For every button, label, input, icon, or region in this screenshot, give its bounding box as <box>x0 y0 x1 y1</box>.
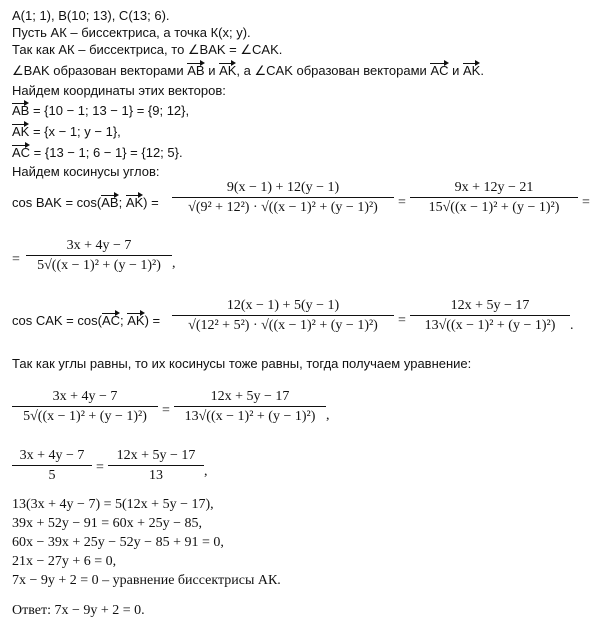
vector-ak: AK <box>125 195 144 210</box>
text: , а ∠CAK образован векторами <box>236 63 431 78</box>
equals-sign: = <box>398 195 406 210</box>
cos-cak-fraction-1 <box>172 298 394 334</box>
cos-cak-fraction-2 <box>410 298 570 334</box>
text: ; <box>120 313 128 328</box>
numerator: 12(x − 1) + 5(y − 1) <box>226 298 340 313</box>
vector-ac-line <box>12 145 183 161</box>
text: . <box>480 63 484 78</box>
cos-bak-fraction-2 <box>410 180 578 216</box>
denominator: 13√((x − 1)² + (y − 1)²) <box>174 406 326 425</box>
numerator: 12x + 5y − 17 <box>116 448 196 463</box>
numerator: 9(x − 1) + 12(y − 1) <box>226 180 340 195</box>
text: = {x − 1; y − 1}, <box>29 124 121 139</box>
find-coordinates-line: Найдем координаты этих векторов: <box>12 83 226 98</box>
step-1: 13(3x + 4y − 7) = 5(12x + 5y − 17), <box>12 497 214 512</box>
denominator: √(9² + 12²) · √((x − 1)² + (y − 1)²) <box>172 197 394 216</box>
vector-ak: AK <box>127 313 145 328</box>
equation-right-fraction <box>174 389 326 425</box>
vector-ac: AC <box>430 63 449 78</box>
vector-ak-line <box>12 124 121 140</box>
denominator: 5√((x − 1)² + (y − 1)²) <box>12 406 158 425</box>
denominator: √(12² + 5²) · √((x − 1)² + (y − 1)²) <box>172 315 394 334</box>
comma: , <box>326 408 330 423</box>
text: и <box>204 63 220 78</box>
vector-ab: AB <box>187 63 205 78</box>
text: cos BAK = cos( <box>12 195 102 210</box>
period: . <box>570 318 574 333</box>
equals-sign: = <box>96 460 104 475</box>
numerator: 3x + 4y − 7 <box>19 448 85 463</box>
cos-bak-fraction-1 <box>172 180 394 216</box>
denominator: 15√((x − 1)² + (y − 1)²) <box>410 197 578 216</box>
text: ) = <box>143 195 159 210</box>
cos-bak-fraction-3 <box>26 238 172 274</box>
vector-ab: AB <box>101 195 119 210</box>
denominator: 5 <box>12 465 92 484</box>
equals-sign: = <box>12 252 20 267</box>
equation-left-fraction <box>12 389 158 425</box>
equals-sign: = <box>162 403 170 418</box>
text: ) = <box>144 313 161 328</box>
angles-equal-line: Так как АК – биссектриса, то ∠BAK = ∠CAK. <box>12 42 283 57</box>
equals-sign: = <box>582 195 590 210</box>
numerator: 3x + 4y − 7 <box>66 238 132 253</box>
numerator: 9x + 12y − 21 <box>454 180 534 195</box>
step-5: 7x − 9y + 2 = 0 – уравнение биссектрисы АК. <box>12 573 281 588</box>
cos-cak-lhs <box>12 313 160 328</box>
comma: , <box>204 464 208 479</box>
numerator: 12x + 5y − 17 <box>210 389 290 404</box>
vector-ac: AC <box>101 313 121 328</box>
text: cos CAK = cos( <box>12 313 102 328</box>
denominator: 13√((x − 1)² + (y − 1)²) <box>410 315 570 334</box>
step-2: 39x + 52y − 91 = 60x + 25y − 85, <box>12 516 202 531</box>
text: ; <box>118 195 126 210</box>
vector-ak: AK <box>12 124 30 139</box>
step-4: 21x − 27y + 6 = 0, <box>12 554 117 569</box>
vector-ab: AB <box>12 103 30 118</box>
vector-ak: AK <box>463 63 481 78</box>
comma: , <box>172 256 176 271</box>
answer: Ответ: 7x − 9y + 2 = 0. <box>12 603 145 618</box>
cos-bak-lhs <box>12 195 159 210</box>
step-3: 60x − 39x + 25y − 52y − 85 + 91 = 0, <box>12 535 224 550</box>
vector-ac: AC <box>12 145 31 160</box>
text: и <box>448 63 463 78</box>
text: = {10 − 1; 13 − 1} = {9; 12}, <box>29 103 190 118</box>
equal-cosines-line: Так как углы равны, то их косинусы тоже равны, тогда получаем уравнение: <box>12 356 472 371</box>
simplified-right-fraction <box>108 448 204 484</box>
denominator: 5√((x − 1)² + (y − 1)²) <box>26 255 172 274</box>
numerator: 12x + 5y − 17 <box>450 298 530 313</box>
denominator: 13 <box>108 465 204 484</box>
find-cosines-line: Найдем косинусы углов: <box>12 164 160 179</box>
text: ∠BAK образован векторами <box>12 63 188 78</box>
numerator: 3x + 4y − 7 <box>52 389 118 404</box>
bisector-line: Пусть АК – биссектриса, а точка К(x; y). <box>12 25 251 40</box>
vector-ak: AK <box>219 63 237 78</box>
simplified-left-fraction <box>12 448 92 484</box>
points-line: A(1; 1), B(10; 13), C(13; 6). <box>12 8 170 23</box>
text: = {13 − 1; 6 − 1} = {12; 5}. <box>30 145 183 160</box>
vectors-description-line <box>12 63 484 79</box>
vector-ab-line <box>12 103 189 119</box>
equals-sign: = <box>398 313 406 328</box>
